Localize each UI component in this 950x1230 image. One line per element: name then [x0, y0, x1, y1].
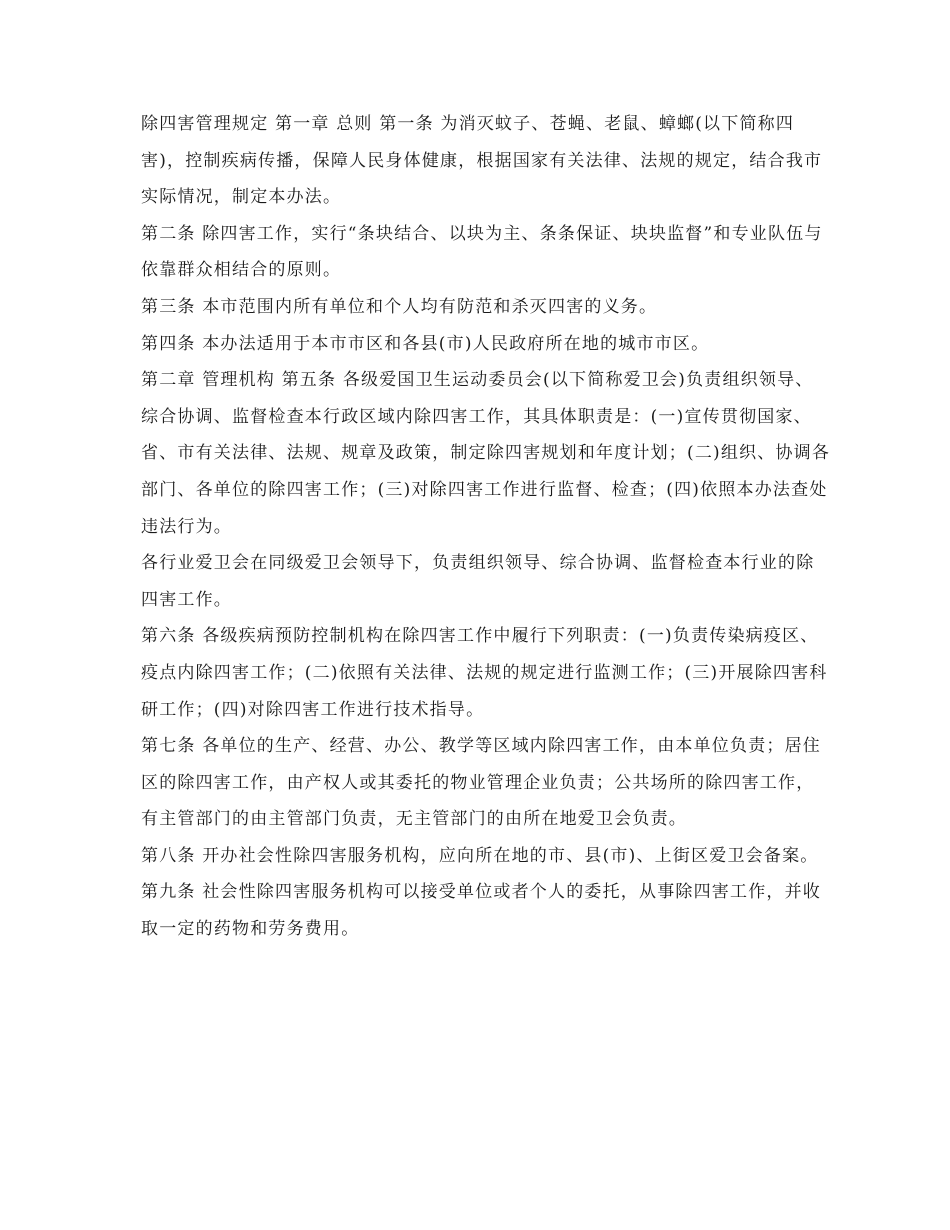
paragraph-2: 第二条 除四害工作，实行“条块结合、以块为主、条条保证、块块监督”和专业队伍与依靠群众相结合的原则。	[141, 223, 823, 281]
paragraph-6: 各行业爱卫会在同级爱卫会领导下，负责组织领导、综合协调、监督检查本行业的除四害工作。	[141, 553, 815, 610]
document-body	[141, 106, 831, 948]
paragraph-7: 第六条 各级疾病预防控制机构在除四害工作中履行下列职责：(一)负责传染病疫区、疫点内除四害工作；(二)依照有关法律、法规的规定进行监测工作；(三)开展除四害科研工作；(四)对除四害工作进行技术指导。	[141, 626, 828, 720]
paragraph-5: 第二章 管理机构 第五条 各级爱国卫生运动委员会(以下简称爱卫会)负责组织领导、综合协调、监督检查本行政区域内除四害工作，其具体职责是：(一)宣传贯彻国家、省、市有关法律、法规、规章及政策，制定除四害规划和年度计划；(二)组织、协调各部门、各单位的除四害工作；(三)对除四害工作进行监督、检查；(四)依照本办法查处违法行为。	[141, 370, 831, 537]
paragraph-10: 第九条 社会性除四害服务机构可以接受单位或者个人的委托，从事除四害工作，并收取一定的药物和劳务费用。	[141, 882, 822, 940]
paragraph-9: 第八条 开办社会性除四害服务机构，应向所在地的市、县(市)、上街区爱卫会备案。	[141, 845, 819, 866]
paragraph-1: 除四害管理规定 第一章 总则 第一条 为消灭蚊子、苍蝇、老鼠、蟑螂(以下简称四害)，控制疾病传播，保障人民身体健康，根据国家有关法律、法规的规定，结合我市实际情况，制定本办法。	[141, 114, 823, 208]
paragraph-4: 第四条 本办法适用于本市市区和各县(市)人民政府所在地的城市市区。	[141, 333, 710, 354]
paragraph-8: 第七条 各单位的生产、经营、办公、教学等区域内除四害工作，由本单位负责；居住区的除四害工作，由产权人或其委托的物业管理企业负责；公共场所的除四害工作，有主管部门的由主管部门负责，无主管部门的由所在地爱卫会负责。	[141, 736, 822, 830]
paragraph-3: 第三条 本市范围内所有单位和个人均有防范和杀灭四害的义务。	[141, 296, 658, 317]
